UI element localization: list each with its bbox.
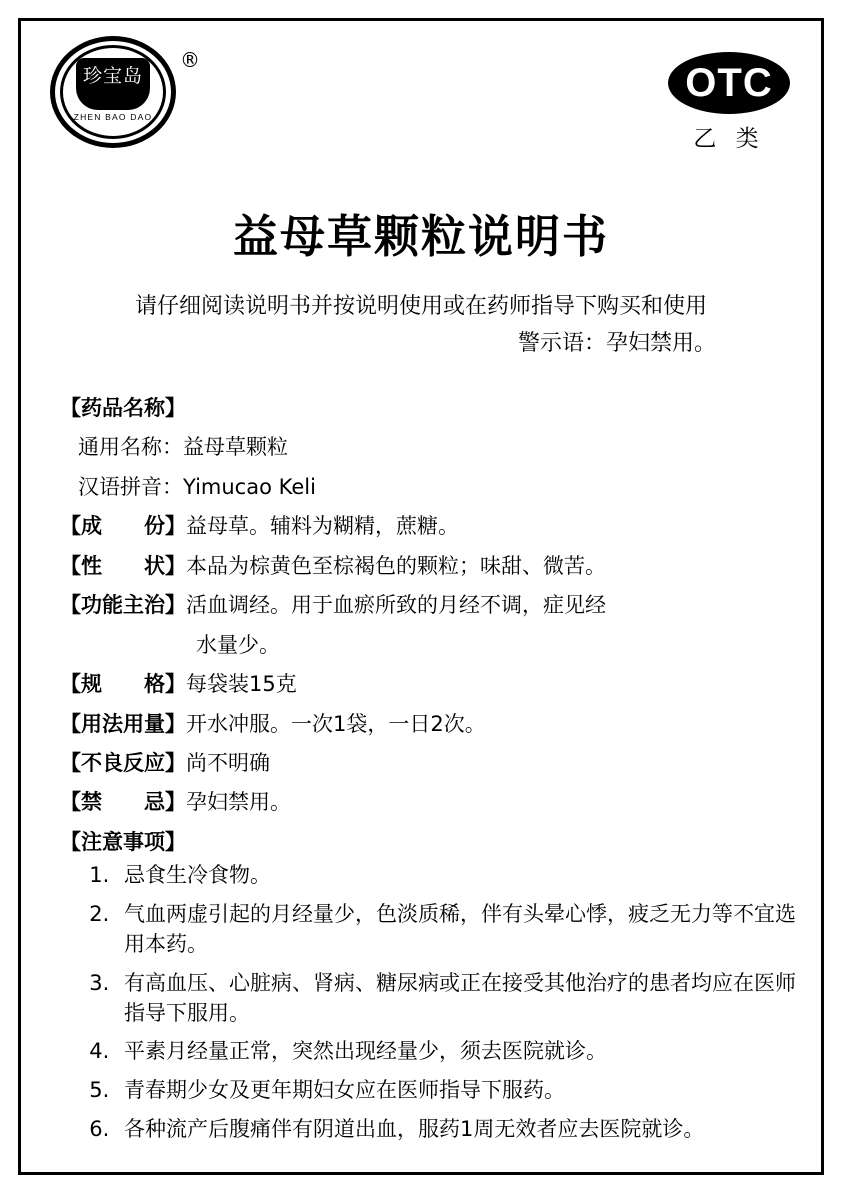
list-item: 5. 青春期少女及更年期妇女应在医师指导下服药。 bbox=[116, 1076, 802, 1106]
header bbox=[40, 30, 802, 160]
logo-brand-cn: 珍宝岛 bbox=[76, 58, 150, 110]
generic-name-row bbox=[60, 432, 802, 462]
notice-head-label: 【注意事项】 bbox=[60, 829, 186, 854]
generic-name-label: 通用名称： bbox=[78, 435, 183, 460]
usage-value: 开水冲服。一次1袋，一日2次。 bbox=[186, 711, 486, 736]
otc-class-label: 乙 类 bbox=[693, 126, 765, 152]
pinyin-value: Yimucao Keli bbox=[183, 474, 316, 499]
registered-trademark-icon: ® bbox=[180, 48, 200, 72]
spec-value: 每袋装15克 bbox=[186, 672, 297, 697]
generic-name-value: 益母草颗粒 bbox=[183, 435, 288, 460]
otc-mark: OTC bbox=[668, 52, 790, 114]
usage-row bbox=[60, 709, 802, 739]
ingredients-value: 益母草。辅料为糊精，蔗糖。 bbox=[186, 514, 459, 539]
drug-name-head-label: 【药品名称】 bbox=[60, 396, 186, 420]
function-value-continued: 水量少。 bbox=[196, 632, 280, 657]
logo-brand-pinyin: ZHEN BAO DAO bbox=[73, 112, 153, 122]
list-item: 1. 忌食生冷食物。 bbox=[116, 861, 802, 891]
insert-body bbox=[40, 393, 802, 1145]
function-value: 活血调经。用于血瘀所致的月经不调，症见经 bbox=[186, 593, 606, 618]
contraindication-label: 【禁 忌】 bbox=[60, 790, 186, 815]
character-row bbox=[60, 551, 802, 581]
ingredients-label: 【成 份】 bbox=[60, 514, 186, 539]
character-label: 【性 状】 bbox=[60, 553, 186, 578]
function-label: 【功能主治】 bbox=[60, 593, 186, 618]
adverse-label: 【不良反应】 bbox=[60, 750, 186, 775]
list-item: 2. 气血两虚引起的月经量少，色淡质稀，伴有头晕心悸，疲乏无力等不宜选用本药。 bbox=[116, 900, 802, 960]
spec-label: 【规 格】 bbox=[60, 672, 186, 697]
list-item: 4. 平素月经量正常，突然出现经量少，须去医院就诊。 bbox=[116, 1037, 802, 1067]
page-title: 益母草颗粒说明书 bbox=[232, 210, 609, 263]
list-item: 3. 有高血压、心脏病、肾病、糖尿病或正在接受其他治疗的患者均应在医师指导下服用。 bbox=[116, 969, 802, 1029]
spec-row bbox=[60, 669, 802, 699]
notice-section-head bbox=[60, 827, 802, 857]
ingredients-row bbox=[60, 511, 802, 541]
subtitle: 请仔细阅读说明书并按说明使用或在药师指导下购买和使用 bbox=[134, 294, 707, 319]
contraindication-value: 孕妇禁用。 bbox=[186, 790, 291, 815]
character-value: 本品为棕黄色至棕褐色的颗粒；味甜、微苦。 bbox=[186, 553, 606, 578]
adverse-row bbox=[60, 748, 802, 778]
function-row bbox=[60, 590, 802, 620]
warning-text: 警示语：孕妇禁用。 bbox=[517, 331, 716, 356]
pinyin-row bbox=[60, 472, 802, 502]
contraindication-row bbox=[60, 787, 802, 817]
drug-name-section-head bbox=[60, 393, 802, 423]
otc-block bbox=[664, 52, 794, 153]
brand-logo bbox=[50, 36, 180, 148]
list-item: 6. 各种流产后腹痛伴有阴道出血，服药1周无效者应去医院就诊。 bbox=[116, 1115, 802, 1145]
notice-list bbox=[60, 861, 802, 1145]
pinyin-label: 汉语拼音： bbox=[78, 474, 183, 499]
adverse-value: 尚不明确 bbox=[186, 750, 270, 775]
usage-label: 【用法用量】 bbox=[60, 711, 186, 736]
page-content bbox=[40, 30, 802, 1163]
